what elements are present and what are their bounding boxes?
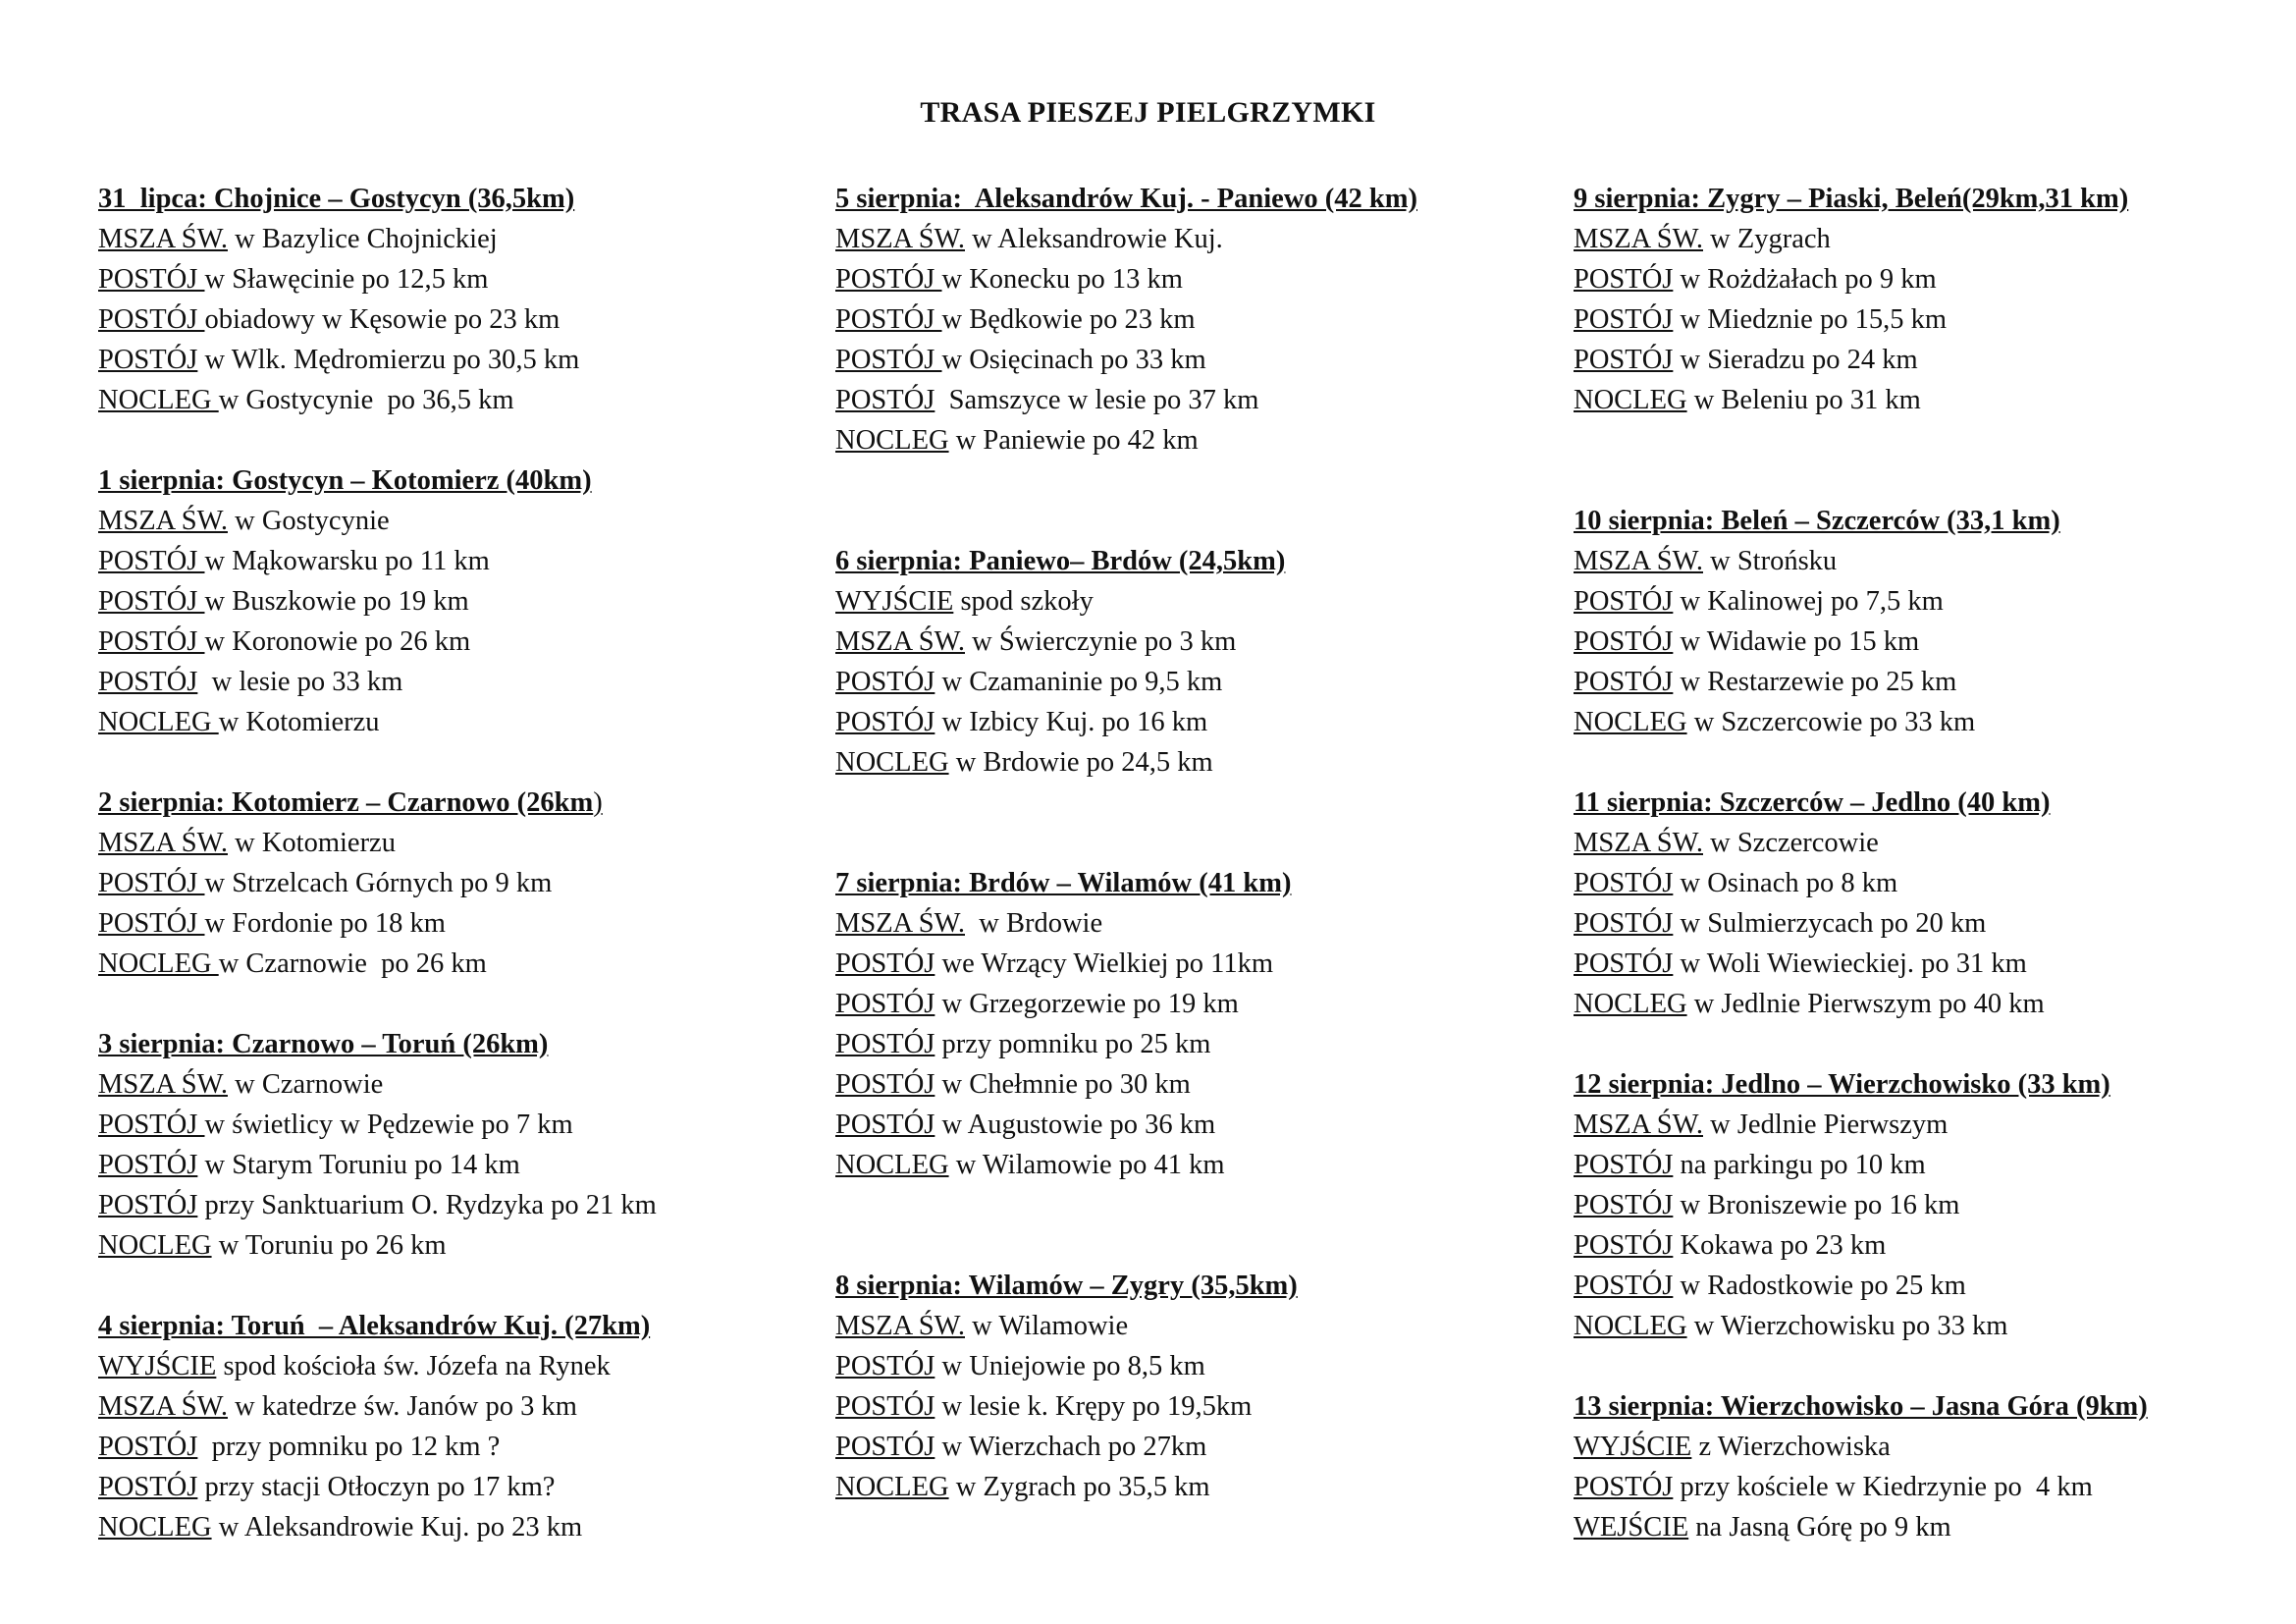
- route-entry-keyword: WEJŚCIE: [1574, 1512, 1689, 1543]
- day-section: [1574, 1064, 2280, 1386]
- route-entry-keyword: MSZA ŚW.: [835, 224, 965, 254]
- route-entry-text: w Wlk. Mędromierzu po 30,5 km: [197, 345, 580, 375]
- route-entry-text: z Wierzchowiska: [1691, 1432, 1891, 1462]
- route-entry-keyword: POSTÓJ: [835, 707, 935, 737]
- route-entry-text: w Izbicy Kuj. po 16 km: [934, 707, 1208, 737]
- day-heading-text: 10 sierpnia: Beleń – Szczerców (33,1 km): [1574, 506, 2060, 536]
- route-entry-keyword: POSTÓJ: [1574, 868, 1674, 898]
- route-entry-text: w Gostycynie: [228, 506, 390, 536]
- route-entry-text: w Wierzchowisku po 33 km: [1686, 1311, 2008, 1341]
- route-entry-keyword: MSZA ŚW.: [835, 626, 965, 657]
- route-entry-keyword: POSTÓJ: [835, 304, 942, 335]
- route-entry-text: w Sieradzu po 24 km: [1673, 345, 1918, 375]
- route-entry-text: w Czarnowie: [228, 1069, 384, 1100]
- route-entry-text: w katedrze św. Janów po 3 km: [228, 1391, 577, 1422]
- day-heading-text: 2 sierpnia: Kotomierz – Czarnowo (26km: [98, 787, 594, 818]
- route-entry-text: w Gostycynie po 36,5 km: [218, 385, 514, 415]
- route-entry-keyword: POSTÓJ: [835, 1069, 935, 1100]
- route-entry: [1574, 1467, 2280, 1507]
- route-entry: [98, 863, 805, 903]
- day-section: [98, 179, 805, 460]
- day-heading: [98, 783, 805, 823]
- route-entry-text: w Rożdżałach po 9 km: [1673, 264, 1937, 295]
- route-entry: [835, 340, 1542, 380]
- route-entry-keyword: POSTÓJ: [1574, 1190, 1674, 1220]
- route-entry: [1574, 622, 2280, 662]
- route-entry-keyword: POSTÓJ: [835, 1391, 935, 1422]
- route-entry-keyword: WYJŚCIE: [835, 586, 954, 617]
- route-entry: [98, 1467, 805, 1507]
- route-entry-text: w Restarzewie po 25 km: [1673, 667, 1957, 697]
- route-entry: [1574, 1185, 2280, 1225]
- route-entry-text: w Augustowie po 36 km: [934, 1110, 1216, 1140]
- route-entry-text: na Jasną Górę po 9 km: [1688, 1512, 1951, 1543]
- route-entry-keyword: POSTÓJ: [835, 1432, 935, 1462]
- route-entry-text: przy kościele w Kiedrzynie po 4 km: [1673, 1472, 2093, 1502]
- route-entry: [1574, 823, 2280, 863]
- route-entry-text: przy stacji Otłoczyn po 17 km?: [197, 1472, 556, 1502]
- route-entry: [98, 1386, 805, 1427]
- route-entry-keyword: NOCLEG: [98, 385, 219, 415]
- route-entry: [835, 1064, 1542, 1105]
- route-entry-keyword: POSTÓJ: [835, 1351, 935, 1381]
- route-entry: [98, 1507, 805, 1547]
- route-entry: [98, 1427, 805, 1467]
- section-spacer: [98, 984, 805, 1024]
- route-entry-keyword: NOCLEG: [98, 948, 219, 979]
- route-entry-text: Samszyce w lesie po 37 km: [934, 385, 1259, 415]
- route-entry-keyword: POSTÓJ: [98, 1432, 198, 1462]
- route-entry: [835, 1467, 1542, 1507]
- route-entry-keyword: POSTÓJ: [835, 345, 942, 375]
- route-entry-text: w Aleksandrowie Kuj.: [965, 224, 1223, 254]
- day-section: [835, 1266, 1542, 1507]
- route-entry-text: w Wierzchach po 27km: [934, 1432, 1207, 1462]
- route-entry-text: spod kościoła św. Józefa na Rynek: [216, 1351, 611, 1381]
- route-entry-text: w Grzegorzewie po 19 km: [934, 989, 1239, 1019]
- route-entry: [98, 823, 805, 863]
- route-entry-text: w Wilamowie: [965, 1311, 1129, 1341]
- section-spacer: [1574, 420, 2280, 501]
- route-entry-text: w Strzelcach Górnych po 9 km: [204, 868, 553, 898]
- route-entry-text: w Uniejowie po 8,5 km: [934, 1351, 1205, 1381]
- day-heading-text: 11 sierpnia: Szczerców – Jedlno (40 km): [1574, 787, 2051, 818]
- route-entry-text: w Beleniu po 31 km: [1686, 385, 1921, 415]
- route-entry-text: w Brdowie po 24,5 km: [948, 747, 1213, 778]
- route-entry-text: w Zygrach: [1703, 224, 1831, 254]
- section-spacer: [1574, 1024, 2280, 1064]
- route-entry: [98, 662, 805, 702]
- route-entry: [835, 903, 1542, 944]
- route-entry-text: w Czamaninie po 9,5 km: [934, 667, 1223, 697]
- day-heading: [1574, 501, 2280, 541]
- day-heading-text: 7 sierpnia: Brdów – Wilamów (41 km): [835, 868, 1292, 898]
- route-entry-keyword: POSTÓJ: [98, 1472, 198, 1502]
- route-entry-keyword: NOCLEG: [835, 747, 949, 778]
- route-entry: [1574, 340, 2280, 380]
- route-entry-text: w lesie po 33 km: [197, 667, 403, 697]
- route-entry: [1574, 863, 2280, 903]
- route-entry: [1574, 581, 2280, 622]
- route-entry-text: w Osinach po 8 km: [1673, 868, 1898, 898]
- route-entry: [98, 380, 805, 420]
- route-entry-keyword: POSTÓJ: [835, 989, 935, 1019]
- route-entry-keyword: POSTÓJ: [98, 264, 205, 295]
- route-entry: [98, 340, 805, 380]
- route-entry: [1574, 903, 2280, 944]
- route-entry-keyword: POSTÓJ: [1574, 1230, 1674, 1261]
- route-entry: [98, 1185, 805, 1225]
- route-entry-keyword: POSTÓJ: [1574, 667, 1674, 697]
- route-entry-text: w Świerczynie po 3 km: [965, 626, 1237, 657]
- route-entry-keyword: POSTÓJ: [1574, 264, 1674, 295]
- day-heading: [835, 541, 1542, 581]
- day-heading: [835, 863, 1542, 903]
- route-entry-text: w Szczercowie: [1703, 828, 1879, 858]
- route-entry-text: w Broniszewie po 16 km: [1673, 1190, 1960, 1220]
- day-heading: [1574, 1386, 2280, 1427]
- route-entry-keyword: NOCLEG: [1574, 989, 1687, 1019]
- route-entry-text: w Zygrach po 35,5 km: [948, 1472, 1210, 1502]
- route-entry: [835, 1145, 1542, 1185]
- route-entry: [98, 541, 805, 581]
- route-entry-keyword: POSTÓJ: [1574, 626, 1674, 657]
- day-section: [835, 541, 1542, 863]
- route-entry-keyword: NOCLEG: [98, 707, 219, 737]
- day-heading: [835, 179, 1542, 219]
- route-entry: [1574, 299, 2280, 340]
- route-entry-text: w Brdowie: [965, 908, 1103, 939]
- route-entry-keyword: NOCLEG: [1574, 707, 1687, 737]
- route-entry-keyword: NOCLEG: [1574, 1311, 1687, 1341]
- route-entry: [835, 581, 1542, 622]
- route-entry: [835, 219, 1542, 259]
- route-entry: [98, 702, 805, 742]
- route-entry-text: w Woli Wiewieckiej. po 31 km: [1673, 948, 2027, 979]
- route-entry: [1574, 541, 2280, 581]
- day-heading: [1574, 179, 2280, 219]
- route-entry: [98, 1105, 805, 1145]
- route-entry-keyword: MSZA ŚW.: [835, 1311, 965, 1341]
- route-entry-text: w Radostkowie po 25 km: [1673, 1271, 1966, 1301]
- section-spacer: [98, 1266, 805, 1306]
- column-3: [1574, 179, 2280, 1547]
- route-entry-text: w Wilamowie po 41 km: [948, 1150, 1225, 1180]
- route-entry-keyword: POSTÓJ: [98, 304, 205, 335]
- route-entry-text: w Szczercowie po 33 km: [1686, 707, 1976, 737]
- route-entry: [835, 1386, 1542, 1427]
- route-entry-text: w Starym Toruniu po 14 km: [197, 1150, 520, 1180]
- day-section: [1574, 783, 2280, 1064]
- day-heading-text: 1 sierpnia: Gostycyn – Kotomierz (40km): [98, 465, 592, 496]
- route-entry-text: w Aleksandrowie Kuj. po 23 km: [211, 1512, 583, 1543]
- route-entry-keyword: POSTÓJ: [98, 908, 205, 939]
- route-entry: [98, 1225, 805, 1266]
- route-entry-text: w Fordonie po 18 km: [204, 908, 446, 939]
- route-entry-text: w Sławęcinie po 12,5 km: [204, 264, 489, 295]
- route-entry-text: w Kalinowej po 7,5 km: [1673, 586, 1944, 617]
- route-entry: [1574, 1427, 2280, 1467]
- route-entry-text: w świetlicy w Pędzewie po 7 km: [204, 1110, 573, 1140]
- route-entry-keyword: POSTÓJ: [1574, 1472, 1674, 1502]
- route-entry-text: w Kotomierzu: [218, 707, 380, 737]
- route-entry-keyword: MSZA ŚW.: [1574, 546, 1703, 576]
- route-entry-keyword: MSZA ŚW.: [98, 506, 228, 536]
- route-entry-text: w Bazylice Chojnickiej: [228, 224, 498, 254]
- route-entry: [98, 1145, 805, 1185]
- route-entry-text: przy Sanktuarium O. Rydzyka po 21 km: [197, 1190, 657, 1220]
- column-2: [835, 179, 1542, 1507]
- route-entry: [835, 1024, 1542, 1064]
- route-entry-text: w Sulmierzycach po 20 km: [1673, 908, 1987, 939]
- route-entry-keyword: MSZA ŚW.: [98, 1391, 228, 1422]
- route-entry: [98, 622, 805, 662]
- route-entry: [1574, 984, 2280, 1024]
- route-entry-text: obiadowy w Kęsowie po 23 km: [204, 304, 561, 335]
- section-spacer: [1574, 1346, 2280, 1386]
- route-entry: [835, 702, 1542, 742]
- route-entry: [98, 581, 805, 622]
- route-entry-keyword: NOCLEG: [835, 1150, 949, 1180]
- route-entry: [835, 622, 1542, 662]
- route-entry-text: w Będkowie po 23 km: [941, 304, 1196, 335]
- route-entry-text: w Paniewie po 42 km: [948, 425, 1199, 456]
- day-heading: [98, 460, 805, 501]
- route-entry-text: w lesie k. Krępy po 19,5km: [934, 1391, 1253, 1422]
- day-heading: [98, 179, 805, 219]
- route-entry-text: w Toruniu po 26 km: [211, 1230, 447, 1261]
- route-entry-keyword: POSTÓJ: [1574, 1150, 1674, 1180]
- day-heading-text: 9 sierpnia: Zygry – Piaski, Beleń(29km,31 km): [1574, 184, 2129, 214]
- day-heading: [1574, 1064, 2280, 1105]
- route-entry: [1574, 662, 2280, 702]
- route-entry-keyword: POSTÓJ: [835, 1110, 935, 1140]
- route-entry-keyword: POSTÓJ: [1574, 908, 1674, 939]
- route-entry: [1574, 380, 2280, 420]
- route-entry: [98, 903, 805, 944]
- route-entry-keyword: POSTÓJ: [1574, 304, 1674, 335]
- route-entry-keyword: POSTÓJ: [98, 868, 205, 898]
- route-entry: [1574, 259, 2280, 299]
- route-entry: [98, 219, 805, 259]
- route-entry-text: w Konecku po 13 km: [941, 264, 1183, 295]
- route-entry-keyword: NOCLEG: [835, 425, 949, 456]
- route-entry-text: na parkingu po 10 km: [1673, 1150, 1926, 1180]
- section-spacer: [835, 460, 1542, 541]
- route-entry-text: w Mąkowarsku po 11 km: [204, 546, 490, 576]
- route-entry: [1574, 1225, 2280, 1266]
- route-entry-keyword: NOCLEG: [98, 1230, 212, 1261]
- route-entry-keyword: POSTÓJ: [835, 667, 935, 697]
- route-entry-keyword: MSZA ŚW.: [98, 224, 228, 254]
- route-entry-text: w Jedlnie Pierwszym: [1703, 1110, 1949, 1140]
- route-entry-text: w Kotomierzu: [228, 828, 396, 858]
- route-entry: [835, 380, 1542, 420]
- route-entry: [835, 259, 1542, 299]
- route-entry-keyword: POSTÓJ: [98, 1110, 205, 1140]
- section-spacer: [98, 742, 805, 783]
- day-section: [98, 460, 805, 783]
- route-entry: [835, 420, 1542, 460]
- route-entry: [1574, 1507, 2280, 1547]
- route-entry-keyword: POSTÓJ: [98, 345, 198, 375]
- section-spacer: [1574, 742, 2280, 783]
- route-entry-keyword: MSZA ŚW.: [835, 908, 965, 939]
- day-heading-text: 8 sierpnia: Wilamów – Zygry (35,5km): [835, 1271, 1298, 1301]
- day-section: [98, 783, 805, 1024]
- section-spacer: [835, 783, 1542, 863]
- route-entry: [1574, 219, 2280, 259]
- day-heading-tail: ): [593, 787, 603, 818]
- day-section: [1574, 1386, 2280, 1547]
- route-entry: [1574, 1105, 2280, 1145]
- column-1: [98, 179, 805, 1547]
- route-entry: [1574, 1145, 2280, 1185]
- route-entry-text: w Osięcinach po 33 km: [941, 345, 1206, 375]
- day-heading: [835, 1266, 1542, 1306]
- route-entry-text: w Strońsku: [1703, 546, 1838, 576]
- route-entry: [1574, 1306, 2280, 1346]
- route-entry-keyword: NOCLEG: [98, 1512, 212, 1543]
- route-entry-keyword: POSTÓJ: [98, 667, 198, 697]
- route-entry-keyword: WYJŚCIE: [98, 1351, 217, 1381]
- route-entry-text: w Widawie po 15 km: [1673, 626, 1920, 657]
- route-entry: [835, 1306, 1542, 1346]
- route-entry-text: przy pomniku po 12 km ?: [197, 1432, 501, 1462]
- route-entry-text: w Miedznie po 15,5 km: [1673, 304, 1948, 335]
- day-section: [835, 863, 1542, 1266]
- route-entry-text: przy pomniku po 25 km: [934, 1029, 1211, 1059]
- route-entry: [1574, 1266, 2280, 1306]
- route-entry-keyword: POSTÓJ: [835, 264, 942, 295]
- route-entry-text: spod szkoły: [953, 586, 1094, 617]
- route-entry-keyword: POSTÓJ: [98, 546, 205, 576]
- day-heading-text: 13 sierpnia: Wierzchowisko – Jasna Góra (9km): [1574, 1391, 2148, 1422]
- section-spacer: [835, 1185, 1542, 1266]
- day-section: [98, 1306, 805, 1547]
- section-spacer: [98, 420, 805, 460]
- route-entry-keyword: POSTÓJ: [98, 1190, 198, 1220]
- route-entry-keyword: MSZA ŚW.: [1574, 828, 1703, 858]
- route-entry-keyword: POSTÓJ: [98, 586, 205, 617]
- route-entry-keyword: POSTÓJ: [98, 1150, 198, 1180]
- day-heading-text: 5 sierpnia: Aleksandrów Kuj. - Paniewo (42 km): [835, 184, 1417, 214]
- route-entry: [98, 259, 805, 299]
- route-entry-keyword: MSZA ŚW.: [98, 1069, 228, 1100]
- day-section: [98, 1024, 805, 1306]
- route-entry: [98, 501, 805, 541]
- route-entry: [835, 1105, 1542, 1145]
- route-entry-text: we Wrzący Wielkiej po 11km: [934, 948, 1273, 979]
- route-entry: [1574, 702, 2280, 742]
- day-heading-text: 4 sierpnia: Toruń – Aleksandrów Kuj. (27km): [98, 1311, 651, 1341]
- route-entry: [98, 1346, 805, 1386]
- route-entry-text: w Koronowie po 26 km: [204, 626, 471, 657]
- route-entry-keyword: POSTÓJ: [1574, 345, 1674, 375]
- route-entry-text: w Jedlnie Pierwszym po 40 km: [1686, 989, 2045, 1019]
- route-entry-keyword: POSTÓJ: [98, 626, 205, 657]
- route-entry: [835, 742, 1542, 783]
- route-entry: [835, 662, 1542, 702]
- route-entry: [835, 1427, 1542, 1467]
- route-entry: [98, 1064, 805, 1105]
- route-entry-text: w Buszkowie po 19 km: [204, 586, 469, 617]
- day-section: [835, 179, 1542, 541]
- route-entry-keyword: POSTÓJ: [835, 948, 935, 979]
- route-entry-keyword: POSTÓJ: [1574, 1271, 1674, 1301]
- day-heading: [98, 1306, 805, 1346]
- route-entry-keyword: POSTÓJ: [1574, 948, 1674, 979]
- day-section: [1574, 179, 2280, 501]
- day-heading: [98, 1024, 805, 1064]
- route-entry: [835, 944, 1542, 984]
- day-section: [1574, 501, 2280, 783]
- day-heading-text: 12 sierpnia: Jedlno – Wierzchowisko (33 km): [1574, 1069, 2110, 1100]
- route-entry-keyword: MSZA ŚW.: [1574, 224, 1703, 254]
- route-entry: [98, 299, 805, 340]
- route-entry-keyword: POSTÓJ: [1574, 586, 1674, 617]
- route-entry: [98, 944, 805, 984]
- route-entry-keyword: WYJŚCIE: [1574, 1432, 1692, 1462]
- route-entry-text: Kokawa po 23 km: [1673, 1230, 1887, 1261]
- route-entry-keyword: MSZA ŚW.: [1574, 1110, 1703, 1140]
- route-entry: [835, 984, 1542, 1024]
- route-entry-text: w Czarnowie po 26 km: [218, 948, 487, 979]
- route-entry: [835, 299, 1542, 340]
- route-entry: [835, 1346, 1542, 1386]
- route-entry-keyword: MSZA ŚW.: [98, 828, 228, 858]
- route-entry-text: w Chełmnie po 30 km: [934, 1069, 1191, 1100]
- route-entry-keyword: NOCLEG: [835, 1472, 949, 1502]
- route-entry-keyword: NOCLEG: [1574, 385, 1687, 415]
- route-entry: [1574, 944, 2280, 984]
- page-title: TRASA PIESZEJ PIELGRZYMKI: [920, 96, 1376, 129]
- route-entry-keyword: POSTÓJ: [835, 1029, 935, 1059]
- route-entry-keyword: POSTÓJ: [835, 385, 935, 415]
- day-heading-text: 3 sierpnia: Czarnowo – Toruń (26km): [98, 1029, 549, 1059]
- day-heading-text: 6 sierpnia: Paniewo– Brdów (24,5km): [835, 546, 1286, 576]
- day-heading: [1574, 783, 2280, 823]
- day-heading-text: 31 lipca: Chojnice – Gostycyn (36,5km): [98, 184, 575, 214]
